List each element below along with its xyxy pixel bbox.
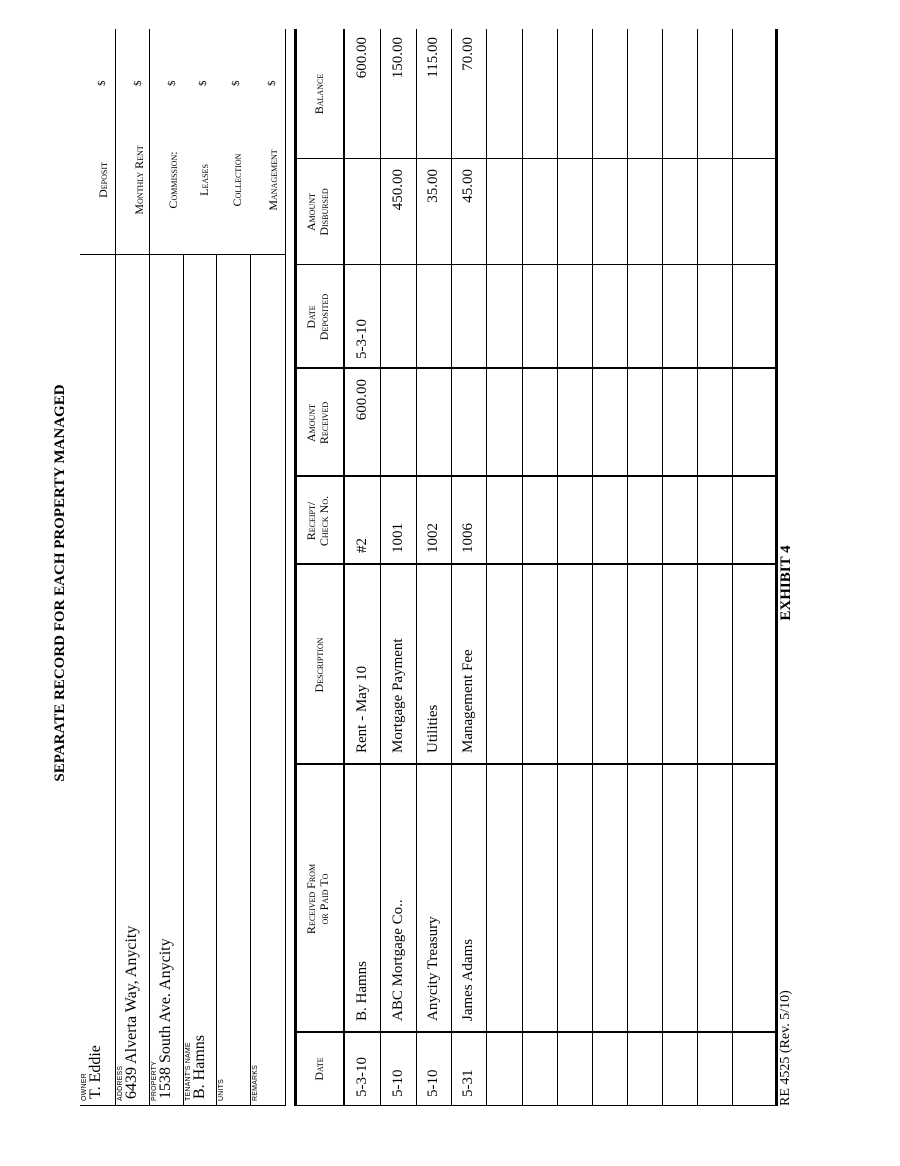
header-receipt-check [305,477,331,565]
collection-label: Collection [230,153,244,207]
column-divider [297,563,775,565]
row3-description: Utilities [425,704,441,753]
header-balance: Balance [312,73,326,115]
property-info-block [80,29,286,1106]
monthly-rent-label: Monthly Rent [132,145,146,215]
management-label: Management [266,149,280,211]
property-row [149,255,184,1105]
remarks-row [250,255,286,1105]
units-row [216,255,251,1105]
owner-value: T. Eddie [87,1045,104,1099]
header-received-from-line2: or Paid To [317,873,331,925]
column-divider [297,1031,775,1033]
column-divider [297,158,775,159]
monthly-rent-row [115,29,150,254]
row3-balance: 115.00 [425,37,441,78]
deposit-row [80,29,115,254]
column-divider [297,367,775,369]
row1-date-deposited: 5-3-10 [354,319,370,359]
collection-dollar: $ [230,80,242,86]
address-label: ADDRESS [117,1065,124,1101]
owner-label: OWNER [81,1073,88,1101]
property-value: 1538 South Ave. Anycity [157,938,174,1099]
tenant-label: TENANT'S NAME [185,1042,192,1101]
form-number: RE 4525 (Rev. 5/10) [778,990,793,1106]
row-divider [451,29,452,1105]
row2-party: ABC Mortgage Co.. [390,899,406,1021]
row3-amount-disbursed: 35.00 [425,169,441,203]
header-amount-disbursed [305,159,331,265]
row-divider [627,29,628,1105]
row4-amount-disbursed: 45.00 [460,169,476,203]
management-row [250,29,285,254]
row4-check-no: 1006 [460,523,476,553]
row4-balance: 70.00 [460,37,476,71]
header-amount-received [305,369,331,477]
header-amount-received-line1: Amount [304,404,318,442]
deposit-label: Deposit [96,162,110,198]
header-date: Date [312,1057,326,1081]
row3-party: Anycity Treasury [425,916,441,1021]
row4-description: Management Fee [460,649,476,753]
row1-party: B. Hamns [354,961,370,1021]
header-date-deposited-line2: Deposited [317,293,331,341]
row-divider [732,29,733,1105]
row4-party: James Adams [460,938,476,1021]
commission-dollar: $ [166,80,178,86]
monthly-rent-dollar: $ [132,80,144,86]
row-divider [522,29,523,1105]
header-amount-disbursed-line2: Disbursed [317,188,331,236]
charges-block [80,29,285,254]
leases-row [183,29,216,254]
row1-balance: 600.00 [354,37,370,79]
address-row [115,255,150,1105]
row2-date: 5-10 [390,1069,406,1097]
row3-check-no: 1002 [425,523,441,553]
header-divider [343,29,345,1105]
exhibit-label: EXHIBIT 4 [778,545,794,621]
row1-amount-received: 600.00 [354,379,370,421]
row-divider [697,29,698,1105]
row2-check-no: 1001 [390,523,406,553]
row3-date: 5-10 [425,1069,441,1097]
tenant-value: B. Hamns [191,1035,208,1099]
row-divider [416,29,417,1105]
column-divider [297,264,775,265]
tenant-row [183,255,217,1105]
management-dollar: $ [266,80,278,86]
owner-row [80,255,115,1105]
header-receipt-line2: Check No. [317,495,331,547]
owner-details [80,254,285,1105]
row4-date: 5-31 [460,1069,476,1097]
collection-row [216,29,250,254]
leases-label: Leases [197,164,211,196]
transaction-ledger [294,29,778,1106]
row1-date: 5-3-10 [354,1057,370,1097]
leases-dollar: $ [197,80,209,86]
header-receipt-line1: Receipt/ [304,501,318,541]
units-label: UNITS [218,1079,225,1101]
header-amount-received-line2: Received [317,401,331,445]
row1-description: Rent - May 10 [354,665,370,753]
header-date-deposited [305,265,331,369]
row2-balance: 150.00 [390,37,406,79]
property-label: PROPERTY [151,1061,158,1101]
form-title: SEPARATE RECORD FOR EACH PROPERTY MANAGED [52,384,68,782]
row-divider [592,29,593,1105]
deposit-dollar: $ [96,80,108,86]
row2-description: Mortgage Payment [390,638,406,753]
row-divider [662,29,663,1105]
commission-label: Commission: [166,151,180,209]
header-date-deposited-line1: Date [304,305,318,329]
row2-amount-disbursed: 450.00 [390,169,406,211]
header-received-from-line1: Received From [304,863,318,935]
row-divider [486,29,487,1105]
address-value: 6439 Alverta Way, Anycity [123,925,140,1099]
header-received-from [305,765,331,1033]
header-description: Description [312,637,326,693]
row-divider [380,29,381,1105]
commission-row [149,29,184,254]
header-amount-disbursed-line1: Amount [304,193,318,231]
remarks-label: REMARKS [252,1064,259,1101]
row1-check-no: #2 [354,538,370,553]
column-divider [297,763,775,765]
column-divider [297,475,775,477]
row-divider [557,29,558,1105]
